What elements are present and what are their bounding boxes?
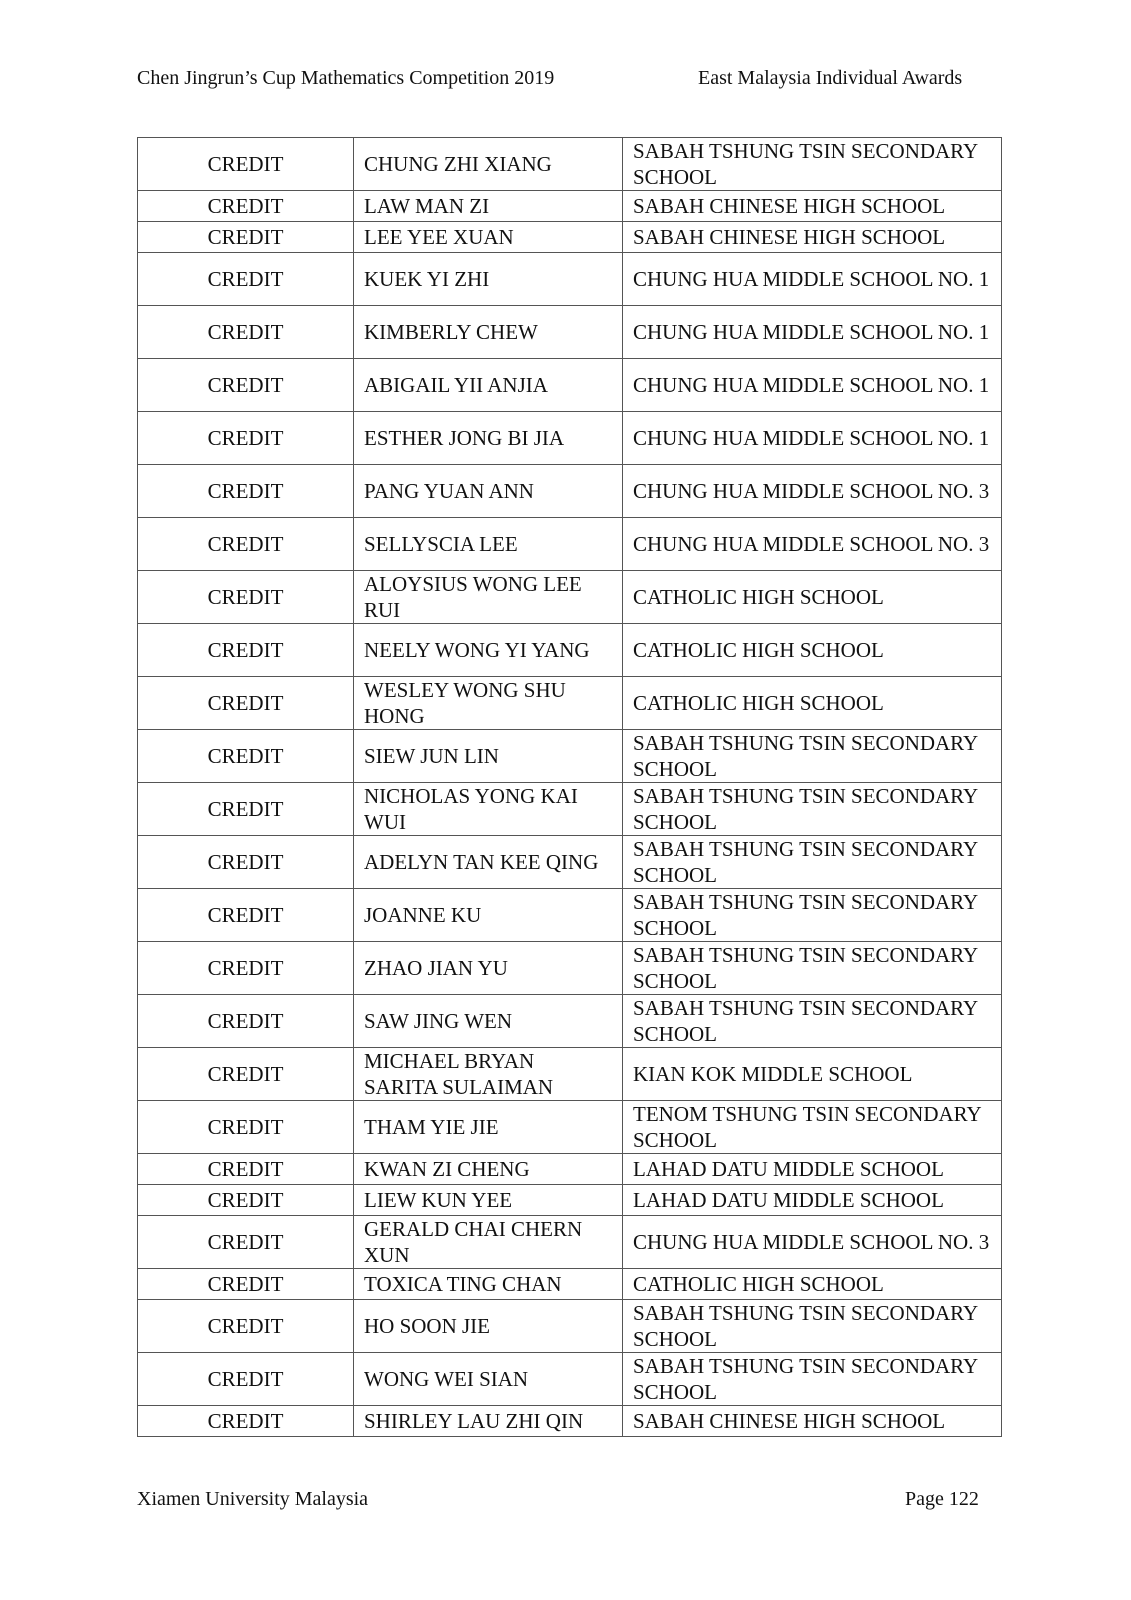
award-cell: CREDIT <box>138 412 354 465</box>
award-cell: CREDIT <box>138 253 354 306</box>
award-cell: CREDIT <box>138 730 354 783</box>
table-row <box>138 465 1002 518</box>
table-row <box>138 1154 1002 1185</box>
name-cell: JOANNE KU <box>354 889 623 942</box>
name-cell: THAM YIE JIE <box>354 1101 623 1154</box>
school-cell: CATHOLIC HIGH SCHOOL <box>623 624 1002 677</box>
award-cell: CREDIT <box>138 1048 354 1101</box>
table-row <box>138 359 1002 412</box>
name-cell: ALOYSIUS WONG LEE RUI <box>354 571 623 624</box>
name-cell: ESTHER JONG BI JIA <box>354 412 623 465</box>
award-cell: CREDIT <box>138 465 354 518</box>
award-cell: CREDIT <box>138 836 354 889</box>
table-row <box>138 836 1002 889</box>
award-cell: CREDIT <box>138 995 354 1048</box>
table-row <box>138 730 1002 783</box>
school-cell: SABAH TSHUNG TSIN SECONDARY SCHOOL <box>623 138 1002 191</box>
table-row <box>138 995 1002 1048</box>
school-cell: SABAH TSHUNG TSIN SECONDARY SCHOOL <box>623 995 1002 1048</box>
award-cell: CREDIT <box>138 1300 354 1353</box>
award-cell: CREDIT <box>138 306 354 359</box>
school-cell: SABAH TSHUNG TSIN SECONDARY SCHOOL <box>623 1353 1002 1406</box>
award-cell: CREDIT <box>138 222 354 253</box>
school-cell: SABAH TSHUNG TSIN SECONDARY SCHOOL <box>623 1300 1002 1353</box>
table-row <box>138 518 1002 571</box>
school-cell: TENOM TSHUNG TSIN SECONDARY SCHOOL <box>623 1101 1002 1154</box>
table-row <box>138 942 1002 995</box>
award-cell: CREDIT <box>138 677 354 730</box>
school-cell: SABAH TSHUNG TSIN SECONDARY SCHOOL <box>623 889 1002 942</box>
name-cell: KUEK YI ZHI <box>354 253 623 306</box>
name-cell: NICHOLAS YONG KAI WUI <box>354 783 623 836</box>
award-cell: CREDIT <box>138 942 354 995</box>
table-row <box>138 1406 1002 1437</box>
school-cell: SABAH TSHUNG TSIN SECONDARY SCHOOL <box>623 783 1002 836</box>
table-row <box>138 1101 1002 1154</box>
school-cell: SABAH CHINESE HIGH SCHOOL <box>623 1406 1002 1437</box>
table-row <box>138 222 1002 253</box>
name-cell: WESLEY WONG SHU HONG <box>354 677 623 730</box>
award-cell: CREDIT <box>138 1185 354 1216</box>
footer-institution: Xiamen University Malaysia <box>137 1488 369 1510</box>
school-cell: SABAH TSHUNG TSIN SECONDARY SCHOOL <box>623 942 1002 995</box>
award-cell: CREDIT <box>138 359 354 412</box>
name-cell: SAW JING WEN <box>354 995 623 1048</box>
table-row <box>138 1300 1002 1353</box>
award-cell: CREDIT <box>138 138 354 191</box>
name-cell: GERALD CHAI CHERN XUN <box>354 1216 623 1269</box>
award-cell: CREDIT <box>138 1269 354 1300</box>
table-row <box>138 138 1002 191</box>
award-cell: CREDIT <box>138 518 354 571</box>
school-cell: CATHOLIC HIGH SCHOOL <box>623 1269 1002 1300</box>
school-cell: SABAH TSHUNG TSIN SECONDARY SCHOOL <box>623 836 1002 889</box>
table-row <box>138 1185 1002 1216</box>
name-cell: MICHAEL BRYAN SARITA SULAIMAN <box>354 1048 623 1101</box>
name-cell: CHUNG ZHI XIANG <box>354 138 623 191</box>
table-row <box>138 306 1002 359</box>
name-cell: PANG YUAN ANN <box>354 465 623 518</box>
name-cell: LAW MAN ZI <box>354 191 623 222</box>
table-row <box>138 1353 1002 1406</box>
table-row <box>138 253 1002 306</box>
school-cell: SABAH CHINESE HIGH SCHOOL <box>623 191 1002 222</box>
school-cell: LAHAD DATU MIDDLE SCHOOL <box>623 1185 1002 1216</box>
school-cell: SABAH CHINESE HIGH SCHOOL <box>623 222 1002 253</box>
award-cell: CREDIT <box>138 1353 354 1406</box>
award-cell: CREDIT <box>138 889 354 942</box>
table-row <box>138 1269 1002 1300</box>
table-row <box>138 191 1002 222</box>
award-cell: CREDIT <box>138 1154 354 1185</box>
table-row <box>138 624 1002 677</box>
award-cell: CREDIT <box>138 1406 354 1437</box>
school-cell: KIAN KOK MIDDLE SCHOOL <box>623 1048 1002 1101</box>
school-cell: CATHOLIC HIGH SCHOOL <box>623 677 1002 730</box>
school-cell: LAHAD DATU MIDDLE SCHOOL <box>623 1154 1002 1185</box>
award-cell: CREDIT <box>138 1101 354 1154</box>
school-cell: CHUNG HUA MIDDLE SCHOOL NO. 3 <box>623 518 1002 571</box>
school-cell: CHUNG HUA MIDDLE SCHOOL NO. 1 <box>623 412 1002 465</box>
table-row <box>138 412 1002 465</box>
award-cell: CREDIT <box>138 191 354 222</box>
name-cell: KWAN ZI CHENG <box>354 1154 623 1185</box>
name-cell: KIMBERLY CHEW <box>354 306 623 359</box>
awards-table <box>137 137 1002 1437</box>
table-row <box>138 889 1002 942</box>
school-cell: CHUNG HUA MIDDLE SCHOOL NO. 3 <box>623 1216 1002 1269</box>
header-section: East Malaysia Individual Awards <box>698 67 963 89</box>
name-cell: HO SOON JIE <box>354 1300 623 1353</box>
award-cell: CREDIT <box>138 571 354 624</box>
award-cell: CREDIT <box>138 1216 354 1269</box>
name-cell: TOXICA TING CHAN <box>354 1269 623 1300</box>
name-cell: LIEW KUN YEE <box>354 1185 623 1216</box>
name-cell: SIEW JUN LIN <box>354 730 623 783</box>
header-title: Chen Jingrun’s Cup Mathematics Competition 2019 <box>137 67 555 89</box>
table-row <box>138 571 1002 624</box>
name-cell: ZHAO JIAN YU <box>354 942 623 995</box>
table-row <box>138 677 1002 730</box>
school-cell: CHUNG HUA MIDDLE SCHOOL NO. 1 <box>623 359 1002 412</box>
award-cell: CREDIT <box>138 783 354 836</box>
name-cell: ABIGAIL YII ANJIA <box>354 359 623 412</box>
table-row <box>138 783 1002 836</box>
school-cell: CHUNG HUA MIDDLE SCHOOL NO. 1 <box>623 253 1002 306</box>
school-cell: CHUNG HUA MIDDLE SCHOOL NO. 3 <box>623 465 1002 518</box>
award-cell: CREDIT <box>138 624 354 677</box>
name-cell: SHIRLEY LAU ZHI QIN <box>354 1406 623 1437</box>
name-cell: ADELYN TAN KEE QING <box>354 836 623 889</box>
name-cell: WONG WEI SIAN <box>354 1353 623 1406</box>
school-cell: CHUNG HUA MIDDLE SCHOOL NO. 1 <box>623 306 1002 359</box>
table-row <box>138 1048 1002 1101</box>
page-number: Page 122 <box>905 1488 979 1510</box>
name-cell: LEE YEE XUAN <box>354 222 623 253</box>
school-cell: CATHOLIC HIGH SCHOOL <box>623 571 1002 624</box>
school-cell: SABAH TSHUNG TSIN SECONDARY SCHOOL <box>623 730 1002 783</box>
table-row <box>138 1216 1002 1269</box>
name-cell: NEELY WONG YI YANG <box>354 624 623 677</box>
name-cell: SELLYSCIA LEE <box>354 518 623 571</box>
